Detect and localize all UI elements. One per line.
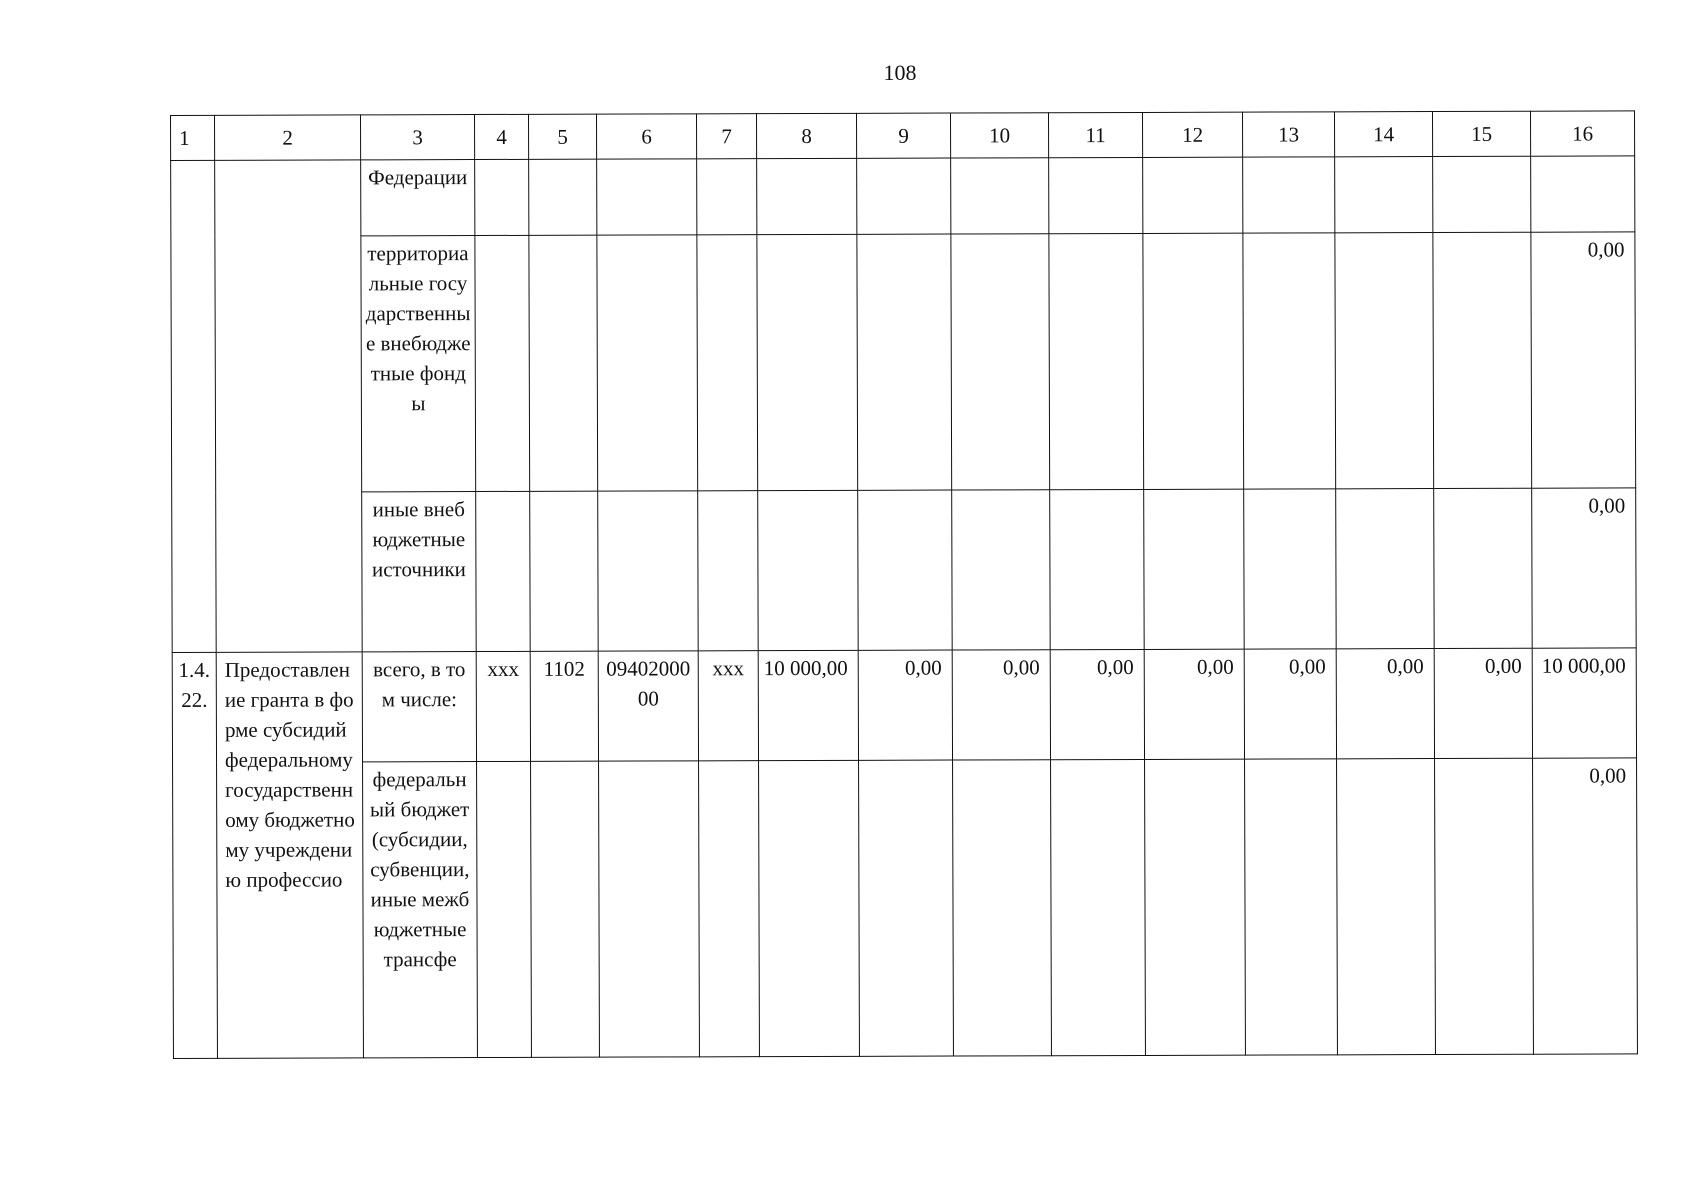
cell: [1144, 489, 1245, 649]
cell: [597, 159, 697, 235]
cell: [477, 761, 532, 1057]
budget-table: [170, 110, 1638, 1059]
total-cell: [1531, 156, 1635, 232]
cell: [1243, 233, 1336, 489]
column-number: 8: [756, 113, 856, 158]
row-number-cell: 1.4.22.: [172, 652, 217, 1058]
table-row: [173, 758, 1638, 1059]
column-number: 1: [171, 115, 215, 160]
cell: [697, 235, 758, 491]
table-row: [172, 488, 1636, 653]
cell: [1244, 489, 1337, 649]
cell: [530, 491, 599, 651]
cell: [1243, 157, 1335, 233]
table-row: [171, 232, 1636, 493]
cell: [757, 234, 858, 490]
amount-cell: 0,00: [858, 650, 952, 760]
column-number: 12: [1142, 112, 1242, 157]
cell: [1143, 233, 1244, 489]
cell: [953, 760, 1052, 1056]
cell: [757, 158, 857, 234]
table-row: [171, 156, 1635, 237]
row-number-cell: [171, 160, 217, 652]
source-cell: Федерации: [361, 160, 475, 236]
source-cell: иные внебюджетные источники: [362, 492, 477, 652]
column-number: 3: [361, 115, 475, 160]
column-number: 11: [1048, 112, 1142, 157]
cell: [1335, 233, 1434, 489]
cell: [1050, 489, 1145, 649]
total-cell: 10 000,00: [1532, 648, 1636, 758]
total-cell: 0,00: [1532, 488, 1637, 648]
column-number: 9: [856, 113, 950, 158]
column-number: 6: [596, 114, 696, 159]
cell: [1433, 156, 1531, 232]
total-cell: 0,00: [1533, 758, 1638, 1054]
total-cell: 0,00: [1531, 232, 1636, 488]
cell: [857, 234, 952, 490]
cell: [859, 760, 954, 1056]
cell: [952, 490, 1051, 650]
cell: [1433, 232, 1532, 488]
cell: [1435, 758, 1534, 1054]
cell: [1049, 233, 1144, 489]
cell: [858, 490, 953, 650]
cell: [951, 158, 1049, 234]
cell: [699, 761, 760, 1057]
cell: [1337, 759, 1436, 1055]
amount-cell: 0,00: [1336, 649, 1434, 759]
cell: [951, 234, 1050, 490]
cell: [1245, 759, 1338, 1055]
cell: [529, 159, 597, 235]
cell: [1335, 157, 1433, 233]
cell: xxx: [698, 651, 758, 761]
column-number: 7: [696, 114, 756, 159]
cell: [698, 491, 759, 651]
table-row: [172, 648, 1636, 763]
column-number: 2: [215, 115, 361, 160]
cell: [475, 159, 529, 235]
cell: [599, 761, 700, 1057]
cell: [1143, 157, 1243, 233]
column-number: 13: [1242, 112, 1334, 157]
cell: [475, 235, 530, 491]
cell: xxx: [476, 651, 530, 761]
cell: [531, 761, 600, 1057]
row-name-cell: [215, 160, 363, 652]
cell: [598, 491, 699, 651]
column-number: 15: [1432, 111, 1530, 156]
page-number: 108: [883, 60, 917, 85]
column-number: 16: [1530, 111, 1634, 156]
cell: 0940200000: [598, 651, 698, 761]
cell: [697, 159, 757, 235]
cell: [1145, 759, 1246, 1055]
cell: [1434, 488, 1533, 648]
cell: [1051, 759, 1146, 1055]
cell: [758, 490, 859, 650]
cell: 1102: [530, 651, 598, 761]
cell: [1049, 157, 1143, 233]
column-number: 10: [950, 113, 1048, 158]
cell: [529, 235, 598, 491]
cell: [597, 235, 698, 491]
cell: [857, 158, 951, 234]
amount-cell: 10 000,00: [758, 650, 858, 760]
column-number: 14: [1334, 112, 1432, 157]
cell: [476, 491, 531, 651]
column-number: 5: [528, 114, 596, 159]
column-number: 4: [475, 114, 529, 159]
source-cell: федеральный бюджет (субсидии, субвенции, иные межбюджетные трансфе: [363, 762, 478, 1058]
row-name-cell: Предоставление гранта в форме субсидий федеральному государственному бюджетному учреждению профессио: [216, 652, 363, 1058]
source-cell: всего, в том числе:: [362, 652, 476, 762]
cell: [759, 760, 860, 1056]
amount-cell: 0,00: [1434, 648, 1532, 758]
cell: [1336, 489, 1435, 649]
amount-cell: 0,00: [1050, 649, 1144, 759]
amount-cell: 0,00: [1144, 649, 1244, 759]
amount-cell: 0,00: [952, 650, 1050, 760]
source-cell: территориальные государственные внебюджетные фонды: [361, 236, 476, 492]
amount-cell: 0,00: [1244, 649, 1336, 759]
column-number-row: [171, 111, 1635, 161]
